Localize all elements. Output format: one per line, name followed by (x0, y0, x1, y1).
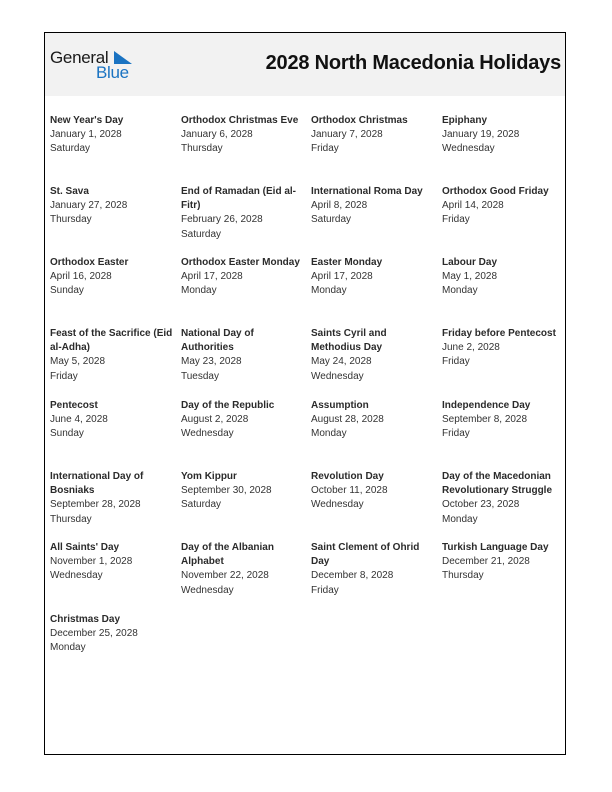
holiday-date: January 27, 2028 (50, 200, 128, 212)
holiday-entry (311, 185, 435, 228)
holiday-weekday: Saturday (181, 499, 222, 511)
holiday-weekday: Wednesday (311, 370, 364, 382)
holiday-weekday: Tuesday (181, 370, 219, 382)
holiday-name: Day of the Macedonian Revolutionary Struggle (442, 471, 553, 497)
holiday-entry (50, 327, 174, 384)
holiday-weekday: Thursday (50, 513, 92, 525)
holiday-entry (442, 399, 566, 442)
holiday-weekday: Saturday (311, 214, 352, 226)
holiday-name: Independence Day (442, 400, 531, 411)
holiday-weekday: Monday (442, 285, 478, 297)
holiday-entry (181, 327, 305, 384)
holiday-entry (442, 470, 566, 527)
holiday-entry (442, 114, 566, 157)
holiday-entry (442, 256, 566, 299)
holiday-entry (311, 470, 435, 513)
holiday-weekday: Friday (442, 214, 470, 226)
holiday-date: May 23, 2028 (181, 356, 242, 368)
holiday-date: January 1, 2028 (50, 129, 122, 141)
holiday-weekday: Friday (442, 356, 470, 368)
holiday-weekday: Wednesday (181, 428, 234, 440)
holiday-date: December 8, 2028 (311, 570, 394, 582)
holiday-name: Yom Kippur (181, 471, 237, 482)
holiday-entry (311, 399, 435, 442)
holiday-name: National Day of Authorities (181, 328, 254, 354)
holiday-entry (50, 470, 174, 527)
holiday-name: International Roma Day (311, 186, 423, 197)
holiday-weekday: Monday (311, 428, 347, 440)
holiday-name: Feast of the Sacrifice (Eid al-Adha) (50, 328, 173, 354)
holiday-weekday: Wednesday (442, 143, 495, 155)
holiday-name: Assumption (311, 400, 369, 411)
holiday-weekday: Monday (181, 285, 217, 297)
holiday-date: September 28, 2028 (50, 499, 141, 511)
page-title: 2028 North Macedonia Holidays (265, 52, 561, 74)
header-band (45, 33, 565, 96)
holiday-date: October 11, 2028 (311, 485, 388, 497)
holiday-date: August 28, 2028 (311, 414, 384, 426)
logo-text-blue: Blue (96, 63, 129, 82)
holiday-name: New Year's Day (50, 115, 124, 126)
holiday-weekday: Thursday (442, 570, 484, 582)
holiday-name: Orthodox Easter (50, 257, 129, 268)
holiday-weekday: Friday (442, 428, 470, 440)
holiday-weekday: Saturday (50, 143, 91, 155)
holiday-entry (181, 185, 305, 242)
holiday-date: May 5, 2028 (50, 356, 106, 368)
holiday-entry (311, 541, 435, 598)
holiday-name: Christmas Day (50, 614, 121, 625)
holiday-date: September 8, 2028 (442, 414, 528, 426)
holiday-weekday: Wednesday (311, 499, 364, 511)
holiday-weekday: Sunday (50, 285, 84, 297)
holiday-entry (442, 327, 566, 370)
holiday-date: June 2, 2028 (442, 342, 500, 354)
holiday-date: February 26, 2028 (181, 214, 263, 226)
holiday-weekday: Wednesday (50, 570, 103, 582)
holiday-entry (311, 256, 435, 299)
holiday-date: December 21, 2028 (442, 556, 530, 568)
holiday-name: Saints Cyril and Methodius Day (311, 328, 387, 354)
holiday-name: Pentecost (50, 400, 98, 411)
holiday-weekday: Friday (311, 143, 339, 155)
holiday-weekday: Thursday (181, 143, 223, 155)
holiday-name: Day of the Republic (181, 400, 275, 411)
holiday-entry (181, 256, 305, 299)
holiday-entry (181, 470, 305, 513)
holiday-date: January 6, 2028 (181, 129, 253, 141)
holiday-date: April 17, 2028 (311, 271, 373, 283)
holiday-name: Orthodox Christmas Eve (181, 115, 299, 126)
holiday-weekday: Sunday (50, 428, 84, 440)
holiday-name: Orthodox Christmas (311, 115, 408, 126)
holiday-entry (50, 185, 174, 228)
holiday-name: St. Sava (50, 186, 89, 197)
holiday-name: International Day of Bosniaks (50, 471, 144, 497)
holiday-weekday: Friday (311, 584, 339, 596)
holiday-date: June 4, 2028 (50, 414, 108, 426)
holiday-date: April 17, 2028 (181, 271, 243, 283)
holiday-date: August 2, 2028 (181, 414, 249, 426)
holiday-entry (311, 327, 435, 384)
holiday-name: Orthodox Good Friday (442, 186, 549, 197)
holiday-weekday: Friday (50, 370, 78, 382)
holiday-name: Friday before Pentecost (442, 328, 556, 339)
holiday-date: May 1, 2028 (442, 271, 498, 283)
holiday-entry (50, 256, 174, 299)
holiday-entry (311, 114, 435, 157)
holiday-name: Epiphany (442, 115, 488, 126)
holiday-date: October 23, 2028 (442, 499, 520, 511)
holiday-date: November 22, 2028 (181, 570, 269, 582)
holiday-weekday: Monday (50, 642, 86, 654)
holiday-entry (442, 541, 566, 584)
holiday-date: November 1, 2028 (50, 556, 133, 568)
generalblue-logo[interactable] (50, 48, 140, 84)
holiday-name: Labour Day (442, 257, 498, 268)
holiday-entry (442, 185, 566, 228)
holiday-date: April 16, 2028 (50, 271, 112, 283)
holiday-name: Easter Monday (311, 257, 383, 268)
holiday-entry (181, 541, 305, 598)
holiday-entry (50, 399, 174, 442)
holiday-name: Turkish Language Day (442, 542, 549, 553)
holiday-name: All Saints' Day (50, 542, 120, 553)
holiday-weekday: Monday (442, 513, 478, 525)
holiday-name: Saint Clement of Ohrid Day (311, 542, 420, 568)
holiday-entry (50, 541, 174, 584)
holiday-date: May 24, 2028 (311, 356, 372, 368)
holiday-name: Revolution Day (311, 471, 384, 482)
holiday-name: End of Ramadan (Eid al-Fitr) (181, 186, 297, 212)
holiday-weekday: Monday (311, 285, 347, 297)
holiday-date: December 25, 2028 (50, 628, 138, 640)
holiday-weekday: Wednesday (181, 584, 234, 596)
holiday-weekday: Thursday (50, 214, 92, 226)
holiday-name: Day of the Albanian Alphabet (181, 542, 274, 568)
holiday-date: September 30, 2028 (181, 485, 272, 497)
holiday-date: January 7, 2028 (311, 129, 383, 141)
holiday-entry (181, 114, 305, 157)
logo-text-general: General (50, 48, 109, 67)
holiday-name: Orthodox Easter Monday (181, 257, 300, 268)
holiday-date: January 19, 2028 (442, 129, 520, 141)
holiday-date: April 14, 2028 (442, 200, 504, 212)
holiday-weekday: Saturday (181, 228, 222, 240)
holiday-entry (50, 114, 174, 157)
holiday-date: April 8, 2028 (311, 200, 368, 212)
holiday-entry (181, 399, 305, 442)
holiday-entry (50, 613, 174, 656)
